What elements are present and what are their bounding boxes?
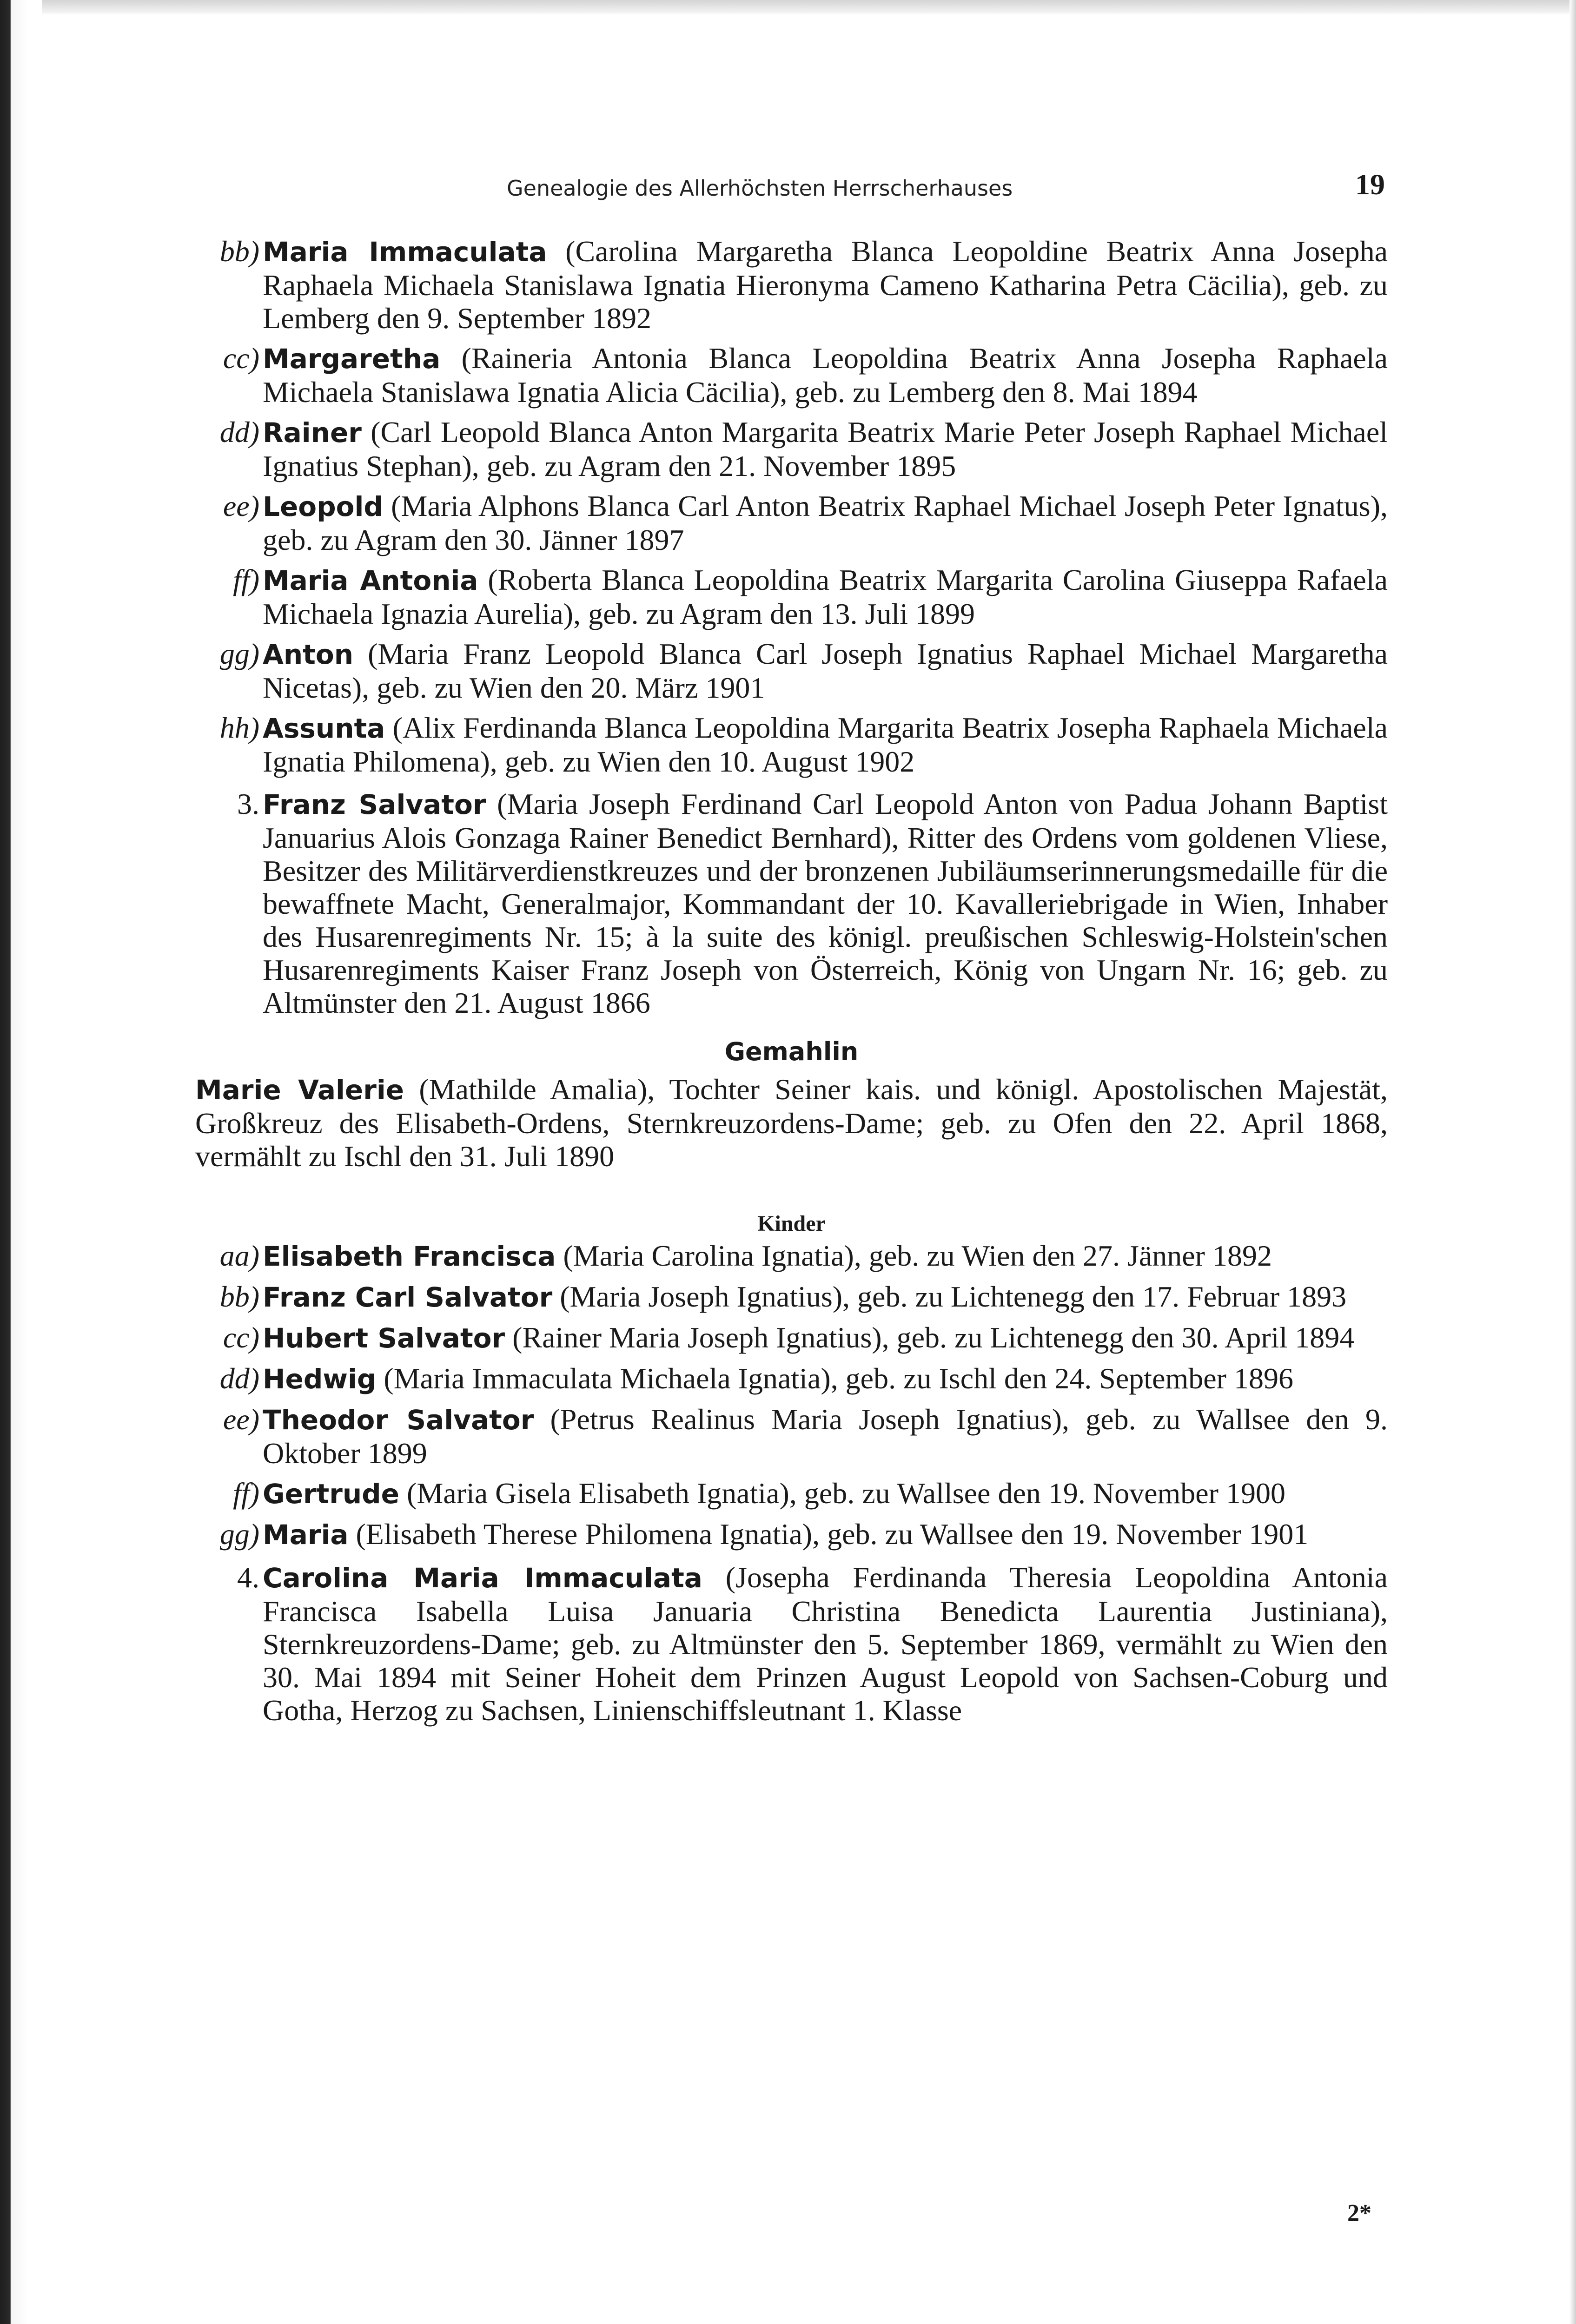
entry-label: gg) <box>219 637 259 670</box>
entry-text: (Josepha Ferdinanda Theresia Leopoldina Antonia Francisca Isabella Luisa Januaria Christina Benedicta Laurentia Justiniana), Sternkreuzordens-Dame; geb. zu Altmünster den 5. September 1869, vermählt zu Wien den 30. Mai 1894 mit Seiner Hoheit dem Prinzen August Leopold von Sachsen-Coburg und Gotha, Herzog zu Sachsen, Linienschiffsleutnant 1. Klasse <box>263 1561 1388 1727</box>
entry-text: (Alix Ferdinanda Blanca Leopoldina Margarita Beatrix Josepha Raphaela Michaela Ignatia Philomena), geb. zu Wien den 10. August 1902 <box>263 711 1388 778</box>
entry-name: Rainer <box>263 417 362 449</box>
entry-text: (Petrus Realinus Maria Joseph Ignatius), geb. zu Wallsee den 9. Oktober 1899 <box>263 1403 1388 1470</box>
child-dd-hedwig <box>195 1362 1388 1396</box>
entry-name: Franz Salvator <box>263 789 486 820</box>
child-ff-gertrude <box>195 1477 1388 1511</box>
child-aa-elisabeth-francisca <box>195 1239 1388 1273</box>
entry-name: Assunta <box>263 713 385 744</box>
entry-label: dd) <box>219 416 259 449</box>
children-heading: Kinder <box>757 1211 826 1236</box>
entry-label: cc) <box>223 1321 259 1354</box>
entry-text: (Mathilde Amalia), Tochter Seiner kais. und königl. Apostolischen Majestät, Großkreuz des Elisabeth-Ordens, Sternkreuzordens-Dame; geb. zu Ofen den 22. April 1868, vermählt zu Ischl den 31. Juli 1890 <box>195 1073 1388 1173</box>
signature-mark: 2* <box>1347 2200 1371 2226</box>
entry-name: Maria Antonia <box>263 565 478 596</box>
entry-3-franz-salvator <box>195 787 1388 1019</box>
child-gg-maria <box>195 1518 1388 1552</box>
entry-label: aa) <box>219 1239 259 1272</box>
entry-hh-assunta <box>195 711 1388 778</box>
entry-text: (Maria Joseph Ignatius), geb. zu Lichtenegg den 17. Februar 1893 <box>552 1280 1347 1313</box>
child-cc-hubert-salvator <box>195 1321 1388 1355</box>
entry-name: Maria Immaculata <box>263 236 547 268</box>
entry-cc-margaretha <box>195 342 1388 409</box>
entry-name: Franz Carl Salvator <box>263 1281 553 1313</box>
entry-dd-rainer <box>195 416 1388 482</box>
child-ee-theodor-salvator <box>195 1403 1388 1470</box>
entry-name: Carolina Maria Immaculata <box>263 1562 702 1594</box>
entry-text: (Rainer Maria Joseph Ignatius), geb. zu Lichtenegg den 30. April 1894 <box>505 1321 1355 1354</box>
entry-name: Marie Valerie <box>195 1074 404 1106</box>
entry-name: Elisabeth Francisca <box>263 1241 556 1272</box>
entry-text: (Elisabeth Therese Philomena Ignatia), geb. zu Wallsee den 19. November 1901 <box>348 1518 1309 1551</box>
entry-ff-maria-antonia <box>195 563 1388 630</box>
page-top-edge <box>0 0 1576 15</box>
entry-label: ff) <box>233 563 259 596</box>
entry-label: ff) <box>233 1477 259 1510</box>
entry-name: Gertrude <box>263 1478 400 1510</box>
entry-text: (Maria Joseph Ferdinand Carl Leopold Anton von Padua Johann Baptist Januarius Alois Gonzaga Rainer Benedict Bernhard), Ritter des Ordens vom goldenen Vliese, Besitzer des Militärverdienstkreuzes und der bronzenen Jubiläumserinnerungsmedaille für die bewaffnete Macht, Generalmajor, Kommandant der 10. Kavalleriebrigade in Wien, Inhaber des Husarenregiments Nr. 15; à la suite des königl. preußischen Schleswig-Holstein'schen Husarenregiments Kaiser Franz Joseph von Österreich, König von Ungarn Nr. 16; geb. zu Altmünster den 21. August 1866 <box>263 787 1388 1019</box>
entry-label: dd) <box>219 1362 259 1395</box>
page-binding-edge <box>0 0 42 2324</box>
entry-ee-leopold <box>195 489 1388 556</box>
entry-name: Theodor Salvator <box>263 1404 534 1436</box>
entry-text: (Roberta Blanca Leopoldina Beatrix Margarita Carolina Giuseppa Rafaela Michaela Ignazia Aurelia), geb. zu Agram den 13. Juli 1899 <box>263 563 1388 630</box>
entry-label: gg) <box>219 1518 259 1551</box>
entry-4-carolina-maria-immaculata <box>195 1561 1388 1727</box>
entry-label: bb) <box>219 1280 259 1313</box>
entry-text: (Maria Carolina Ignatia), geb. zu Wien den 27. Jänner 1892 <box>556 1239 1272 1272</box>
entry-label: ee) <box>223 489 259 522</box>
entry-label: ee) <box>223 1403 259 1436</box>
entry-bb-maria-immaculata <box>195 235 1388 335</box>
entry-text: (Maria Immaculata Michaela Ignatia), geb. zu Ischl den 24. September 1896 <box>376 1362 1293 1395</box>
entry-spouse-marie-valerie <box>195 1073 1388 1173</box>
entry-name: Hedwig <box>263 1363 377 1395</box>
entry-label: bb) <box>219 235 259 268</box>
running-head: Genealogie des Allerhöchsten Herrscherhauses <box>507 176 1013 201</box>
entry-text: (Carl Leopold Blanca Anton Margarita Beatrix Marie Peter Joseph Raphael Michael Ignatius Stephan), geb. zu Agram den 21. November 1895 <box>263 416 1388 482</box>
page-right-edge <box>1569 0 1576 2324</box>
entry-name: Margaretha <box>263 343 441 375</box>
child-bb-franz-carl-salvator <box>195 1280 1388 1314</box>
entry-text: (Maria Franz Leopold Blanca Carl Joseph Ignatius Raphael Michael Margaretha Nicetas), geb. zu Wien den 20. März 1901 <box>263 637 1388 704</box>
entry-label: 4. <box>237 1561 259 1594</box>
entry-gg-anton <box>195 637 1388 704</box>
entry-name: Hubert Salvator <box>263 1322 505 1354</box>
entry-label: cc) <box>223 342 259 375</box>
entry-label: hh) <box>219 711 259 744</box>
page-body <box>195 235 1388 1734</box>
page-number: 19 <box>1355 168 1385 201</box>
entry-name: Maria <box>263 1519 349 1551</box>
entry-text: (Maria Gisela Elisabeth Ignatia), geb. zu Wallsee den 19. November 1900 <box>399 1477 1285 1510</box>
entry-text: (Carolina Margaretha Blanca Leopoldine Beatrix Anna Josepha Raphaela Michaela Stanislawa Ignatia Hieronyma Cameno Katharina Petra Cäcilia), geb. zu Lemberg den 9. September 1892 <box>263 235 1388 335</box>
spouse-heading: Gemahlin <box>724 1037 859 1066</box>
entry-text: (Maria Alphons Blanca Carl Anton Beatrix Raphael Michael Joseph Peter Ignatus), geb. zu Agram den 30. Jänner 1897 <box>263 489 1388 556</box>
entry-name: Leopold <box>263 491 383 522</box>
entry-name: Anton <box>263 639 354 670</box>
entry-text: (Raineria Antonia Blanca Leopoldina Beatrix Anna Josepha Raphaela Michaela Stanislawa Ignatia Alicia Cäcilia), geb. zu Lemberg den 8. Mai 1894 <box>263 342 1388 409</box>
entry-label: 3. <box>237 787 259 820</box>
